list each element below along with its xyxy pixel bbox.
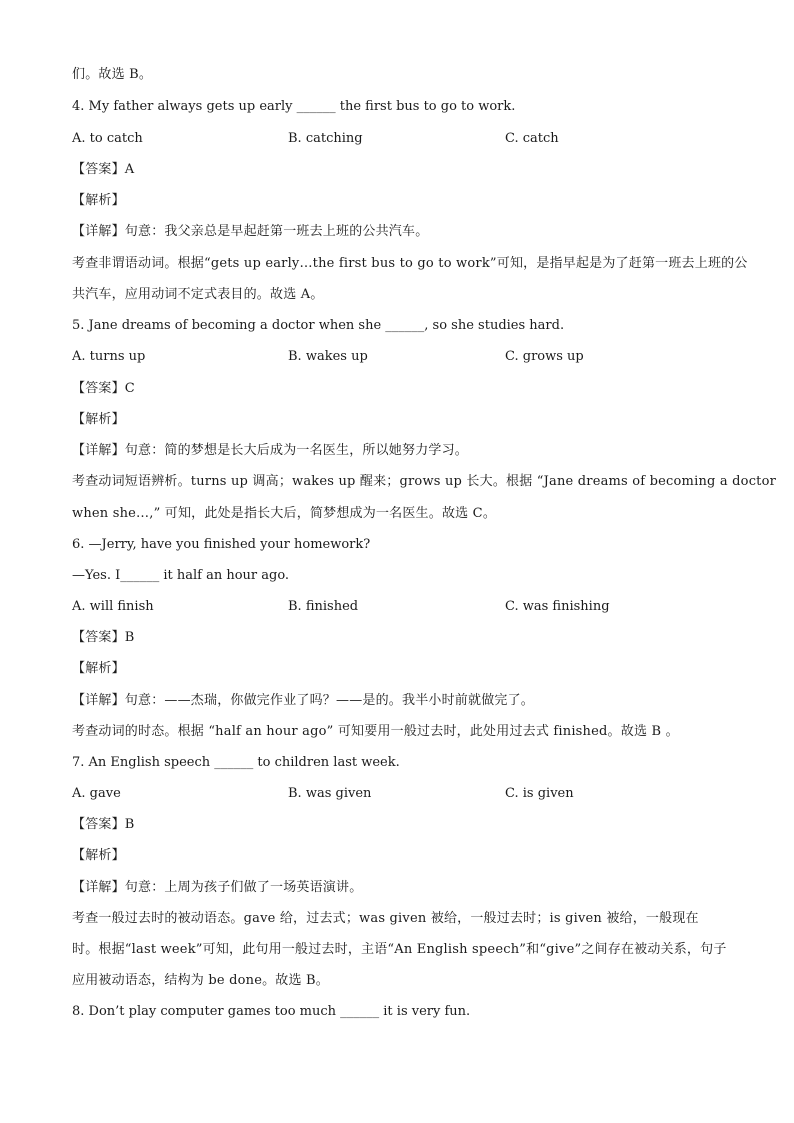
- answer-label: 【答案】B: [72, 817, 135, 832]
- option-a: A. gave: [72, 786, 121, 801]
- question-6: 6. —Jerry, have you finished your homework?: [72, 537, 371, 552]
- explanation-text: 共汽车，应用动词不定式表目的。故选 A。: [72, 287, 324, 302]
- detail-text: 【详解】句意：简的梦想是长大后成为一名医生，所以她努力学习。: [72, 443, 469, 458]
- option-a: A. turns up: [72, 349, 146, 364]
- analysis-label: 【解析】: [72, 848, 125, 863]
- explanation-text: 考查动词的时态。根据 “half an hour ago” 可知要用一般过去时，此处用过去式 finished。故选 B 。: [72, 724, 679, 739]
- option-c: C. grows up: [505, 349, 584, 364]
- option-c: C. catch: [505, 131, 559, 146]
- option-b: B. catching: [288, 131, 363, 146]
- option-c: C. is given: [505, 786, 574, 801]
- explanation-text: 考查动词短语辨析。turns up 调高；wakes up 醒来；grows up 长大。根据 “Jane dreams of becoming a doctor: [72, 474, 777, 489]
- analysis-label: 【解析】: [72, 661, 125, 676]
- question-6-reply: —Yes. I______ it half an hour ago.: [72, 568, 290, 583]
- explanation-text: 时。根据“last week”可知，此句用一般过去时，主语“An English speech”和“give”之间存在被动关系，句子: [72, 942, 727, 957]
- question-7: 7. An English speech ______ to children last week.: [72, 755, 400, 770]
- option-b: B. finished: [288, 599, 359, 614]
- explanation-text: when she…,” 可知，此处是指长大后，简梦想成为一名医生。故选 C。: [72, 506, 497, 521]
- option-c: C. was finishing: [505, 599, 610, 614]
- answer-label: 【答案】C: [72, 381, 135, 396]
- analysis-label: 【解析】: [72, 193, 125, 208]
- answer-label: 【答案】B: [72, 630, 135, 645]
- option-b: B. was given: [288, 786, 372, 801]
- detail-text: 【详解】句意：上周为孩子们做了一场英语演讲。: [72, 880, 363, 895]
- option-a: A. to catch: [72, 131, 143, 146]
- explanation-text: 考查非谓语动词。根据“gets up early…the first bus to go to work”可知，是指早起是为了赶第一班去上班的公: [72, 256, 748, 271]
- option-a: A. will finish: [72, 599, 154, 614]
- explanation-text: 考查一般过去时的被动语态。gave 给，过去式；was given 被给，一般过去时；is given 被给，一般现在: [72, 911, 699, 926]
- answer-label: 【答案】A: [72, 162, 135, 177]
- question-5: 5. Jane dreams of becoming a doctor when she ______, so she studies hard.: [72, 318, 565, 333]
- detail-text: 【详解】句意：——杰瑞，你做完作业了吗？——是的。我半小时前就做完了。: [72, 693, 535, 708]
- detail-text: 【详解】句意：我父亲总是早起赶第一班去上班的公共汽车。: [72, 224, 429, 239]
- text-line: 们。故选 B。: [72, 67, 153, 82]
- option-b: B. wakes up: [288, 349, 368, 364]
- explanation-text: 应用被动语态，结构为 be done。故选 B。: [72, 973, 329, 988]
- question-4: 4. My father always gets up early ______ the first bus to go to work.: [72, 99, 516, 114]
- question-8: 8. Don’t play computer games too much ______ it is very fun.: [72, 1004, 471, 1019]
- analysis-label: 【解析】: [72, 412, 125, 427]
